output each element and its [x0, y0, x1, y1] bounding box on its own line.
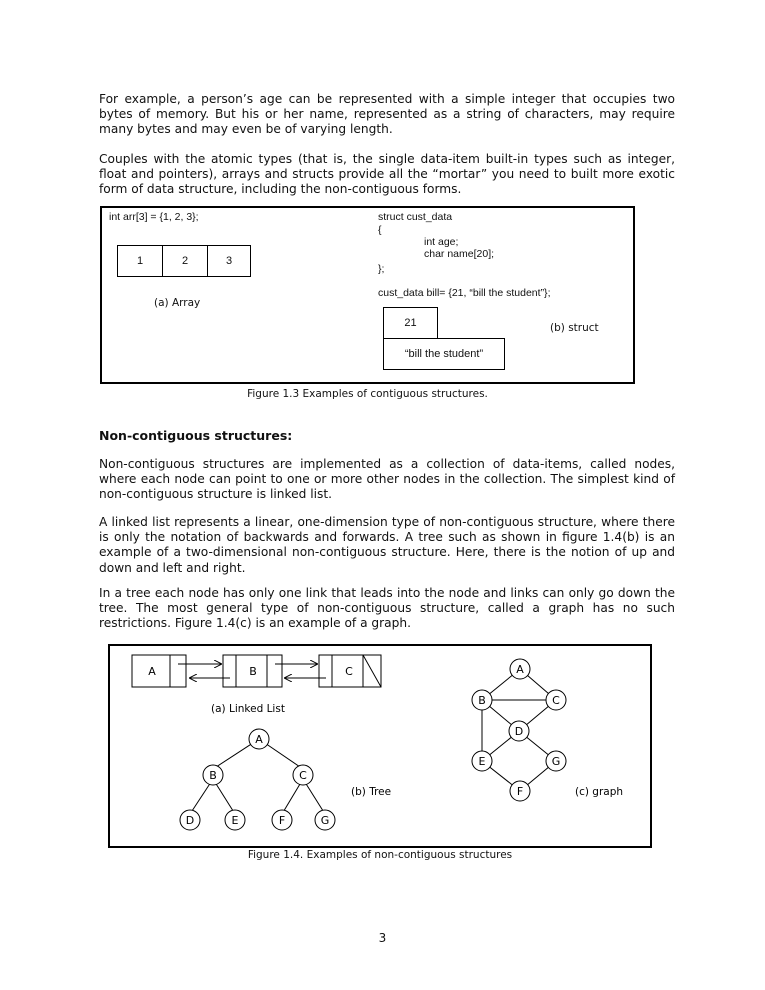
tree-node-d: D: [185, 814, 195, 827]
figure-1-4-box: [108, 644, 652, 848]
tree-node-c: C: [299, 769, 307, 782]
tree-node-b: B: [209, 769, 217, 782]
list-node-b-label: B: [249, 665, 257, 678]
graph-node-a: A: [516, 663, 524, 676]
list-node-c: [319, 655, 381, 687]
list-node-b: [223, 655, 282, 687]
tree-node-e: E: [231, 814, 239, 827]
struct-line-4: char name[20];: [424, 248, 495, 260]
array-declaration: int arr[3] = {1, 2, 3};: [109, 211, 199, 223]
struct-label: (b) struct: [550, 322, 599, 334]
list-node-a: [132, 655, 186, 687]
paragraph-tree-graph: In a tree each node has only one link that leads into the node and links can only go down the tree. The most general type of non-contiguous structure, called a graph has no such restrictions. Figure 1.4(c) is an example of a graph.: [99, 586, 675, 631]
linked-list-label: (a) Linked List: [211, 703, 285, 715]
page-number: 3: [378, 931, 387, 945]
graph-label: (c) graph: [575, 786, 624, 798]
graph-node-f: F: [516, 785, 524, 798]
tree-node-f: F: [278, 814, 286, 827]
list-node-a-label: A: [148, 665, 156, 678]
struct-line-5: };: [378, 263, 385, 275]
figure-1-3-box: [100, 206, 635, 384]
graph-node-e: E: [478, 755, 486, 768]
array-cell: 3: [207, 245, 251, 277]
struct-line-2: {: [378, 224, 382, 236]
heading-noncontiguous: Non-contiguous structures:: [99, 428, 293, 443]
graph-node-g: G: [551, 755, 561, 768]
struct-field-age: 21: [383, 307, 438, 339]
tree-node-a: A: [255, 733, 263, 746]
struct-line-1: struct cust_data: [378, 211, 453, 223]
list-node-c-label: C: [345, 665, 353, 678]
tree-label: (b) Tree: [351, 786, 392, 798]
paragraph-age-example: For example, a person’s age can be represented with a simple integer that occupies two bytes of memory. But his or her name, represented as a string of characters, may require many bytes and may even be of varying length.: [99, 92, 675, 137]
graph-node-b: B: [478, 694, 486, 707]
array-cell: 1: [117, 245, 163, 277]
graph-node-c: C: [552, 694, 560, 707]
graph-node-d: D: [514, 725, 524, 738]
struct-declaration: cust_data bill= {21, “bill the student”};: [378, 287, 551, 299]
figure-1-4-caption: Figure 1.4. Examples of non-contiguous structures: [247, 849, 513, 861]
paragraph-atomic-types: Couples with the atomic types (that is, the single data-item built-in types such as integer, float and pointers), arrays and structs provide all the “mortar” you need to built more exotic form of data structure, including the non-contiguous forms.: [99, 152, 675, 197]
figure-1-4-drawing: [110, 646, 650, 846]
struct-field-name: “bill the student”: [383, 338, 505, 370]
paragraph-noncontiguous: Non-contiguous structures are implemented as a collection of data-items, called nodes, where each node can point to one or more other nodes in the collection. The simplest kind of non-contiguous structure is linked list.: [99, 457, 675, 502]
tree-node-g: G: [320, 814, 330, 827]
paragraph-linked-list: A linked list represents a linear, one-dimension type of non-contiguous structure, where there is only the notation of backwards and forwards. A tree such as shown in figure 1.4(b) is an example of a two-dimensional non-contiguous structure. Here, there is the notion of up and down and left and right.: [99, 515, 675, 575]
array-cell: 2: [162, 245, 208, 277]
figure-1-3-caption: Figure 1.3 Examples of contiguous structures.: [247, 388, 488, 400]
array-label: (a) Array: [154, 297, 201, 309]
struct-line-3: int age;: [424, 236, 459, 248]
